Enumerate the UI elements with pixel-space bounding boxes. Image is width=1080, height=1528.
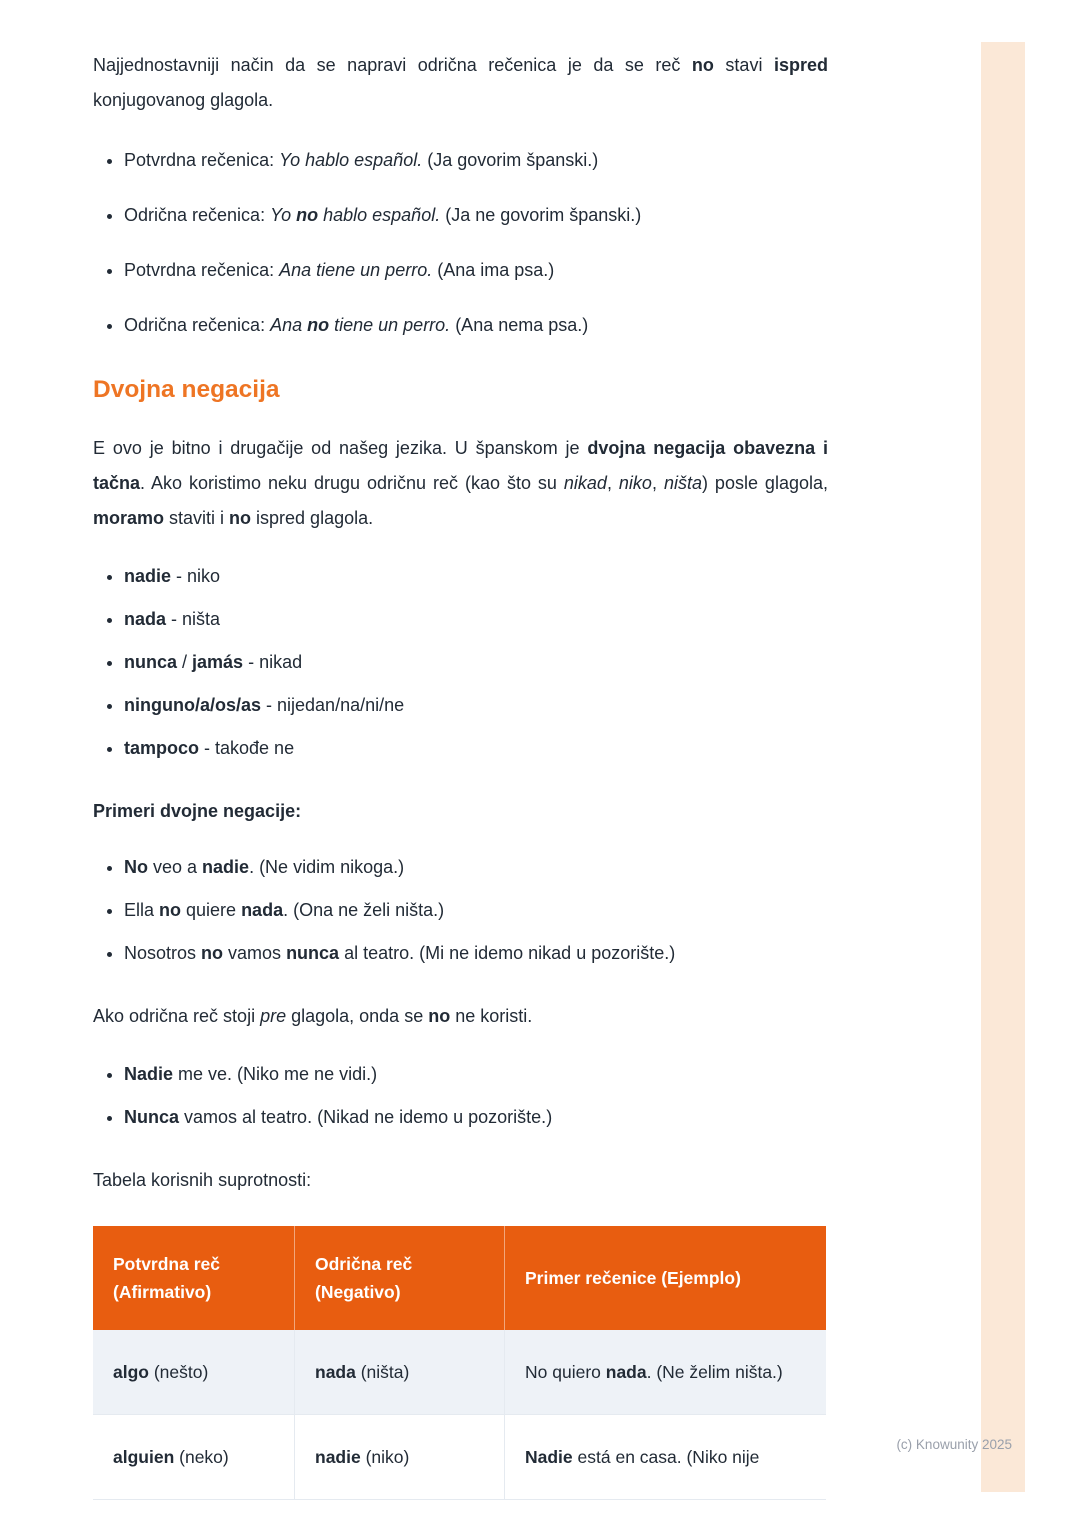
pre-verb-rule-paragraph: Ako odrična reč stoji pre glagola, onda se no ne koristi. bbox=[93, 1006, 533, 1026]
document-content bbox=[93, 48, 828, 1500]
copyright-text: (c) Knowunity 2025 bbox=[896, 1437, 1012, 1452]
list-item: • nada - ništa bbox=[124, 605, 828, 633]
list-item: • nunca / jamás - nikad bbox=[124, 648, 828, 676]
list-item: • Potvrdna rečenica: Yo hablo español. (Ja govorim španski.) bbox=[124, 146, 828, 174]
table-intro-paragraph: Tabela korisnih suprotnosti: bbox=[93, 1170, 312, 1190]
pre-verb-examples-list bbox=[93, 1060, 828, 1131]
double-negation-paragraph: E ovo je bitno i drugačije od našeg jezika. U španskom je dvojna negacija obavezna i tačna. Ako koristimo neku drugu odričnu reč (kao što su nikad, niko, ništa) posle glagola, moramo staviti i no ispred glagola. bbox=[93, 438, 828, 528]
table-cell: nadie (niko) bbox=[295, 1415, 505, 1500]
basic-negation-examples-list bbox=[93, 146, 828, 339]
table-header-cell: Potvrdna reč (Afirmativo) bbox=[93, 1226, 295, 1330]
list-item: • Odrična rečenica: Ana no tiene un perro. (Ana nema psa.) bbox=[124, 311, 828, 339]
list-item: • ninguno/a/os/as - nijedan/na/ni/ne bbox=[124, 691, 828, 719]
table-cell: algo (nešto) bbox=[93, 1330, 295, 1415]
list-item: • Potvrdna rečenica: Ana tiene un perro. (Ana ima psa.) bbox=[124, 256, 828, 284]
table-header-cell: Odrična reč (Negativo) bbox=[295, 1226, 505, 1330]
double-negation-examples-title: Primeri dvojne negacije: bbox=[93, 801, 302, 821]
table-row bbox=[93, 1415, 826, 1500]
table-cell: nada (ništa) bbox=[295, 1330, 505, 1415]
table-row bbox=[93, 1330, 826, 1415]
list-item: • Nadie me ve. (Niko me ne vidi.) bbox=[124, 1060, 828, 1088]
table-header-row bbox=[93, 1226, 826, 1330]
list-item: • nadie - niko bbox=[124, 562, 828, 590]
intro-paragraph: Najjednostavniji način da se napravi odrična rečenica je da se reč no stavi ispred konjugovanog glagola. bbox=[93, 55, 828, 110]
section-heading-dvojna-negacija: Dvojna negacija bbox=[93, 376, 280, 403]
list-item: • No veo a nadie. (Ne vidim nikoga.) bbox=[124, 853, 828, 881]
decorative-stripe bbox=[981, 42, 1025, 1492]
opposites-table bbox=[93, 1226, 826, 1500]
list-item: • Odrična rečenica: Yo no hablo español. (Ja ne govorim španski.) bbox=[124, 201, 828, 229]
table-header-cell: Primer rečenice (Ejemplo) bbox=[505, 1226, 826, 1330]
list-item: • Nunca vamos al teatro. (Nikad ne idemo u pozorište.) bbox=[124, 1103, 828, 1131]
table-cell: No quiero nada. (Ne želim ništa.) bbox=[505, 1330, 826, 1415]
list-item: • Ella no quiere nada. (Ona ne želi ništa.) bbox=[124, 896, 828, 924]
double-negation-examples-list bbox=[93, 853, 828, 967]
negation-words-list bbox=[93, 562, 828, 762]
list-item: • Nosotros no vamos nunca al teatro. (Mi ne idemo nikad u pozorište.) bbox=[124, 939, 828, 967]
list-item: • tampoco - takođe ne bbox=[124, 734, 828, 762]
table-cell: alguien (neko) bbox=[93, 1415, 295, 1500]
table-cell: Nadie está en casa. (Niko nije bbox=[505, 1415, 826, 1500]
